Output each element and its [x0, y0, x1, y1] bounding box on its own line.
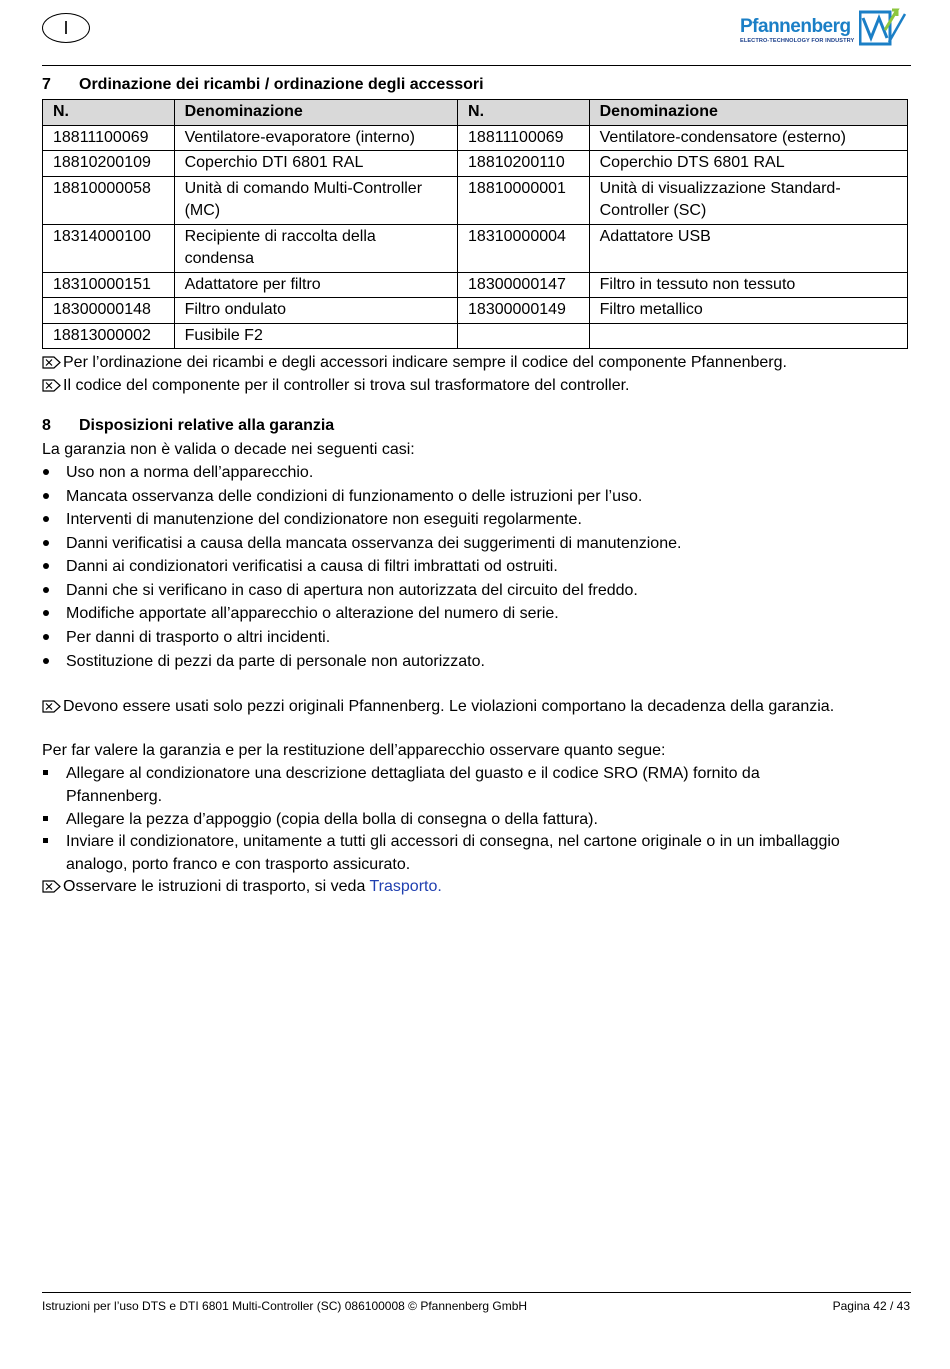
table-header-row [43, 100, 908, 126]
spare-parts-table [42, 99, 908, 349]
table-row [43, 125, 908, 151]
part-name: Fusibile F2 [174, 323, 457, 349]
part-number: 18810200109 [43, 151, 175, 177]
section-7-title: Ordinazione dei ricambi / ordinazione degli accessori [79, 76, 484, 93]
part-name: Filtro in tessuto non tessuto [589, 272, 907, 298]
part-name: Adattatore USB [589, 224, 907, 272]
bullet-dot-icon [43, 563, 49, 569]
note-arrow-icon [42, 356, 63, 369]
note-text: Osservare le istruzioni di trasporto, si veda [63, 878, 370, 895]
section-8-number: 8 [42, 417, 51, 434]
table-row [43, 298, 908, 324]
warranty-intro: La garanzia non è valida o decade nei seguenti casi: [42, 441, 415, 458]
bullet-square-icon [43, 770, 48, 775]
part-number: 18300000149 [458, 298, 590, 324]
bullet-dot-icon [43, 469, 49, 475]
return-intro: Per far valere la garanzia e per la restituzione dell’apparecchio osservare quanto segue: [42, 742, 666, 759]
column-header-number-1: N. [43, 100, 175, 126]
note-text: Il codice del componente per il controller si trova sul trasformatore del controller. [63, 377, 630, 394]
language-badge [42, 13, 90, 43]
part-number: 18811100069 [458, 125, 590, 151]
section-8-title: Disposizioni relative alla garanzia [79, 417, 335, 434]
bullet-dot-icon [43, 610, 49, 616]
header-divider [42, 65, 911, 66]
part-name: Ventilatore-condensatore (esterno) [589, 125, 907, 151]
column-header-name-2: Denominazione [589, 100, 907, 126]
section-8-heading [42, 417, 334, 435]
part-name: Coperchio DTS 6801 RAL [589, 151, 907, 177]
note-arrow-icon [42, 700, 63, 713]
table-row [43, 176, 908, 224]
part-number: 18310000151 [43, 272, 175, 298]
note-arrow-icon [42, 880, 63, 893]
column-header-number-2: N. [458, 100, 590, 126]
transport-link[interactable]: Trasporto. [369, 878, 442, 895]
note-transport [42, 877, 442, 897]
footer-document-info: Istruzioni per l’uso DTS e DTI 6801 Multi-Controller (SC) 086100008 © Pfannenberg GmbH [42, 1299, 528, 1313]
part-name [589, 323, 907, 349]
table-row [43, 151, 908, 177]
part-name: Unità di comando Multi-Controller (MC) [174, 176, 457, 224]
footer-divider [42, 1292, 911, 1293]
part-name: Unità di visualizzazione Standard-Controller (SC) [589, 176, 907, 224]
part-number: 18314000100 [43, 224, 175, 272]
footer-page-number: Pagina 42 / 43 [832, 1299, 910, 1313]
bullet-dot-icon [43, 493, 49, 499]
bullet-dot-icon [43, 634, 49, 640]
note-original-parts [42, 697, 834, 717]
logo-tagline: ELECTRO-TECHNOLOGY FOR INDUSTRY [740, 38, 855, 44]
part-name: Filtro metallico [589, 298, 907, 324]
logo-mark-icon [859, 8, 909, 46]
part-number: 18813000002 [43, 323, 175, 349]
table-row [43, 323, 908, 349]
section-7-heading [42, 76, 484, 94]
bullet-square-icon [43, 838, 48, 843]
language-code: I [63, 17, 69, 38]
part-number: 18310000004 [458, 224, 590, 272]
part-name: Recipiente di raccolta della condensa [174, 224, 457, 272]
note-text: Per l’ordinazione dei ricambi e degli accessori indicare sempre il codice del componente Pfannenberg. [63, 354, 787, 371]
part-number: 18810200110 [458, 151, 590, 177]
note-controller-code [42, 376, 629, 396]
bullet-dot-icon [43, 516, 49, 522]
part-name: Adattatore per filtro [174, 272, 457, 298]
section-7-number: 7 [42, 76, 51, 93]
note-order-parts [42, 353, 787, 373]
part-number: 18811100069 [43, 125, 175, 151]
table-row [43, 224, 908, 272]
part-name: Ventilatore-evaporatore (interno) [174, 125, 457, 151]
bullet-dot-icon [43, 540, 49, 546]
part-number [458, 323, 590, 349]
bullet-dot-icon [43, 587, 49, 593]
part-number: 18300000148 [43, 298, 175, 324]
column-header-name-1: Denominazione [174, 100, 457, 126]
note-text: Devono essere usati solo pezzi originali Pfannenberg. Le violazioni comportano la decadenza della garanzia. [63, 698, 835, 715]
part-number: 18810000058 [43, 176, 175, 224]
part-name: Filtro ondulato [174, 298, 457, 324]
bullet-square-icon [43, 816, 48, 821]
table-row [43, 272, 908, 298]
part-name: Coperchio DTI 6801 RAL [174, 151, 457, 177]
pfannenberg-logo [740, 6, 910, 50]
logo-wordmark: Pfannenberg [740, 16, 851, 37]
part-number: 18810000001 [458, 176, 590, 224]
bullet-dot-icon [43, 658, 49, 664]
part-number: 18300000147 [458, 272, 590, 298]
note-arrow-icon [42, 379, 63, 392]
